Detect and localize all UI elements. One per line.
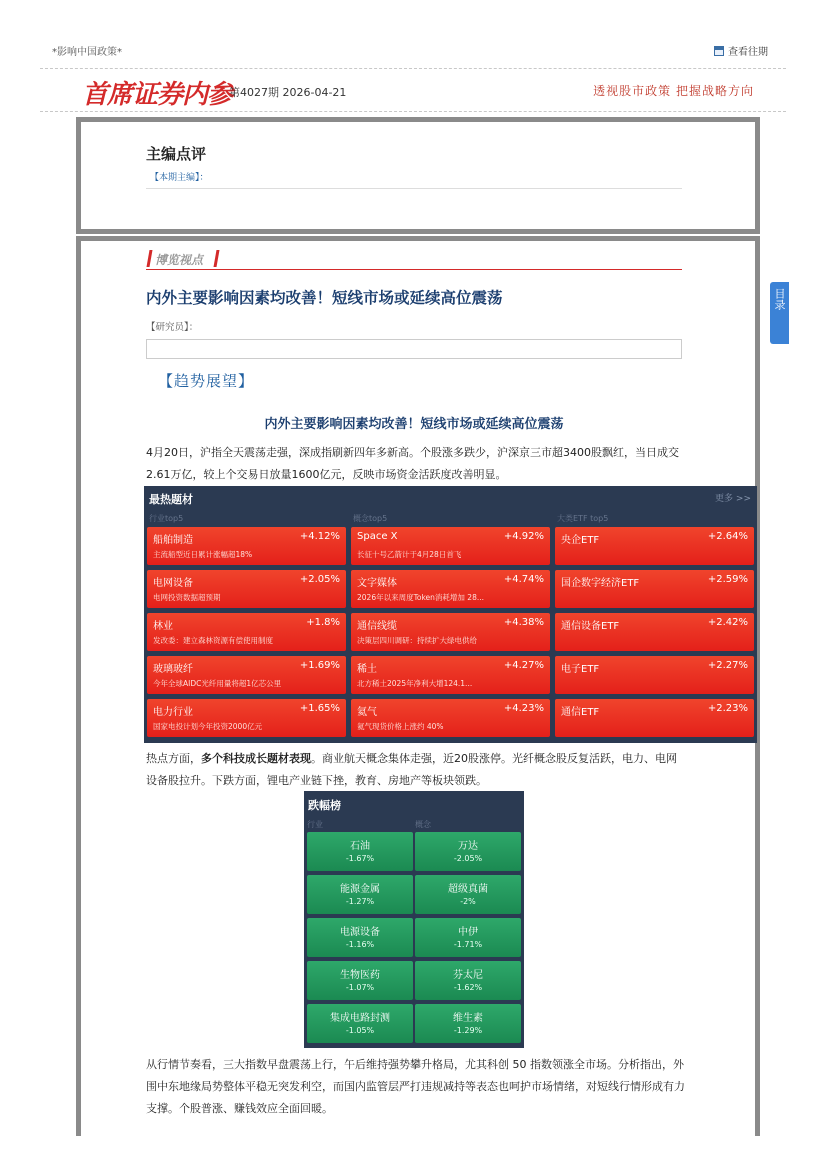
hot-card-desc: 国家电投计划今年投资2000亿元 — [153, 722, 263, 731]
hot-card-name: 稀土 — [357, 664, 377, 675]
trend-heading: 【趋势展望】 — [158, 372, 255, 390]
drop-card-name: 能源金属 — [340, 884, 380, 895]
history-link-label: 查看往期 — [728, 47, 768, 58]
issue-info: 第4027期 2026-04-21 — [229, 86, 347, 99]
drop-card-name: 超级真菌 — [448, 884, 488, 895]
hot-card-name: 电网设备 — [153, 578, 193, 589]
researcher-box — [146, 339, 682, 359]
column-label: 概念top5 — [353, 514, 388, 523]
hot-card-etf[interactable] — [555, 570, 754, 608]
hot-card-etf[interactable] — [555, 613, 754, 651]
hot-card-industry[interactable] — [147, 570, 346, 608]
history-link[interactable] — [714, 43, 768, 58]
researcher-label: 【研究员】： — [146, 322, 199, 333]
drop-card-concept[interactable] — [415, 832, 521, 871]
calendar-icon — [714, 46, 724, 56]
hot-card-desc: 今年全球AIDC光纤用量将超1亿芯公里 — [153, 679, 282, 688]
slogan: 透视股市政策 把握战略方向 — [593, 84, 754, 98]
editor-title: 主编点评 — [146, 145, 207, 163]
hot-card-etf[interactable] — [555, 699, 754, 737]
hot-card-industry[interactable] — [147, 613, 346, 651]
hot-card-pct: +1.65% — [299, 703, 340, 714]
hot-card-pct: +4.12% — [299, 531, 340, 542]
hot-card-pct: +2.42% — [707, 617, 748, 628]
hot-card-pct: +4.92% — [503, 531, 544, 542]
drop-card-pct: -2% — [460, 897, 476, 906]
editor-divider — [146, 188, 682, 189]
hot-card-name: 船舶制造 — [153, 535, 193, 546]
hot-panel-title: 最热题材 — [149, 493, 193, 506]
drop-card-concept[interactable] — [415, 875, 521, 914]
hot-card-desc: 电网投资数据超预期 — [153, 593, 221, 602]
hot-card-industry[interactable] — [147, 699, 346, 737]
drop-card-name: 集成电路封测 — [330, 1013, 390, 1024]
chief-editor-label: 【本期主编】： — [150, 173, 209, 183]
drop-card-pct: -1.27% — [345, 897, 375, 906]
drop-card-industry[interactable] — [307, 832, 413, 871]
hot-card-pct: +2.23% — [707, 703, 748, 714]
top-losers-panel — [304, 791, 524, 1048]
drop-card-pct: -1.67% — [345, 854, 375, 863]
hot-card-desc: 决策层四川调研：持续扩大绿电供给 — [357, 636, 477, 645]
hot-card-desc: 2026年以来周度Token消耗增加 28... — [357, 593, 485, 602]
column-label: 大类ETF top5 — [557, 514, 609, 523]
drop-card-pct: -1.05% — [345, 1026, 375, 1035]
hot-card-industry[interactable] — [147, 656, 346, 694]
hot-card-desc: 主流船型近日累计涨幅超18% — [153, 550, 253, 559]
drop-card-industry[interactable] — [307, 961, 413, 1000]
drop-card-name: 生物医药 — [340, 970, 380, 981]
logo: 首席证券内参 — [82, 80, 233, 110]
section-bar-icon — [214, 250, 220, 267]
column-label: 行业 — [307, 820, 323, 829]
hot-card-concept[interactable] — [351, 527, 550, 565]
drop-card-pct: -1.29% — [453, 1026, 483, 1035]
hot-card-name: 央企ETF — [561, 535, 600, 546]
hot-card-pct: +1.69% — [299, 660, 340, 671]
drop-card-industry[interactable] — [307, 1004, 413, 1043]
hot-card-desc: 北方稀土2025年净利大增124.1... — [357, 679, 473, 688]
hot-card-etf[interactable] — [555, 527, 754, 565]
hot-card-concept[interactable] — [351, 613, 550, 651]
toc-button[interactable] — [770, 282, 789, 344]
hot-card-desc: 长征十号乙箭计于4月28日首飞 — [357, 550, 462, 559]
hot-card-name: Space X — [357, 531, 398, 542]
hot-card-pct: +2.64% — [707, 531, 748, 542]
hot-card-pct: +4.23% — [503, 703, 544, 714]
drop-card-concept[interactable] — [415, 961, 521, 1000]
hot-card-desc: 发改委：建立森林资源有偿使用制度 — [153, 636, 273, 645]
p2-lead: 热点方面， — [146, 752, 201, 765]
drop-card-pct: -1.16% — [345, 940, 375, 949]
hot-card-pct: +1.8% — [306, 617, 340, 628]
hot-card-etf[interactable] — [555, 656, 754, 694]
hot-card-name: 氦气 — [357, 707, 377, 718]
drop-card-pct: -1.71% — [453, 940, 483, 949]
column-label: 概念 — [415, 820, 431, 829]
top-note: *影响中国政策* — [52, 47, 122, 58]
hot-card-name: 通信ETF — [561, 707, 600, 718]
header-divider-bottom — [40, 111, 786, 112]
drop-card-industry[interactable] — [307, 875, 413, 914]
article-title: 内外主要影响因素均改善！短线市场或延续高位震荡 — [146, 289, 503, 307]
p2-bold: 多个科技成长题材表现 — [201, 752, 311, 765]
hot-card-name: 通信线缆 — [357, 621, 397, 632]
hot-card-pct: +2.05% — [299, 574, 340, 585]
drop-card-concept[interactable] — [415, 1004, 521, 1043]
hot-card-name: 国企数字经济ETF — [561, 578, 640, 589]
hot-card-name: 玻璃玻纤 — [153, 664, 193, 675]
hot-card-pct: +4.74% — [503, 574, 544, 585]
drop-card-pct: -1.07% — [345, 983, 375, 992]
drop-card-name: 万达 — [458, 841, 478, 852]
drop-card-concept[interactable] — [415, 918, 521, 957]
toc-label: 目录 — [773, 288, 786, 310]
section-header — [146, 248, 682, 270]
hot-card-concept[interactable] — [351, 656, 550, 694]
hot-topics-panel — [144, 486, 757, 743]
paragraph-3: 从行情节奏看，三大指数早盘震荡上行，午后维持强势攀升格局，尤其科创 50 指数领涨全市场。分析指出，外围中东地缘局势整体平稳无突发利空，而国内监管层严打违规减持等表态也呵护市场情绪，对短线行情形成有力支撑。个股普涨、赚钱效应全面回暖。 — [146, 1058, 685, 1115]
more-link[interactable]: 更多 >> — [715, 494, 751, 504]
hot-card-pct: +4.27% — [503, 660, 544, 671]
paragraph-1: 4月20日，沪指全天震荡走强，深成指刷新四年多新高。个股涨多跌少，沪深京三市超3400股飘红，当日成交2.61万亿，较上个交易日放量1600亿元，反映市场资金活跃度改善明显。 — [146, 446, 679, 481]
drop-card-name: 电源设备 — [340, 927, 380, 938]
section-label: 博览视点 — [155, 253, 204, 267]
hot-card-name: 电子ETF — [561, 664, 600, 675]
hot-card-desc: 氦气现货价格上涨约 40% — [357, 722, 444, 731]
drop-card-industry[interactable] — [307, 918, 413, 957]
hot-card-name: 文字媒体 — [357, 578, 397, 589]
drop-card-pct: -2.05% — [453, 854, 483, 863]
hot-card-pct: +4.38% — [503, 617, 544, 628]
drop-card-name: 维生素 — [453, 1013, 483, 1024]
hot-card-pct: +2.27% — [707, 660, 748, 671]
hot-card-concept[interactable] — [351, 699, 550, 737]
article-subtitle: 内外主要影响因素均改善！短线市场或延续高位震荡 — [264, 417, 564, 432]
column-label: 行业top5 — [149, 514, 184, 523]
drop-card-name: 中伊 — [458, 927, 478, 938]
hot-card-name: 电力行业 — [153, 707, 193, 718]
drop-card-pct: -1.62% — [453, 983, 483, 992]
hot-card-name: 林业 — [153, 621, 173, 632]
hot-card-name: 通信设备ETF — [561, 621, 620, 632]
drop-panel-title: 跌幅榜 — [308, 799, 341, 812]
hot-card-industry[interactable] — [147, 527, 346, 565]
paragraph-2 — [146, 748, 686, 792]
section-bar-icon — [147, 250, 153, 267]
drop-card-name: 芬太尼 — [453, 970, 483, 981]
header-divider-top — [40, 68, 786, 69]
hot-card-pct: +2.59% — [707, 574, 748, 585]
drop-card-name: 石油 — [350, 841, 370, 852]
p2-rest: 。商业航天概念集体走强，近20股涨停。光纤概念股反复活跃，电力、电网设备股拉升。下跌方面，锂电产业链下挫，教育、房地产等板块领跌。 — [146, 752, 677, 787]
hot-card-concept[interactable] — [351, 570, 550, 608]
